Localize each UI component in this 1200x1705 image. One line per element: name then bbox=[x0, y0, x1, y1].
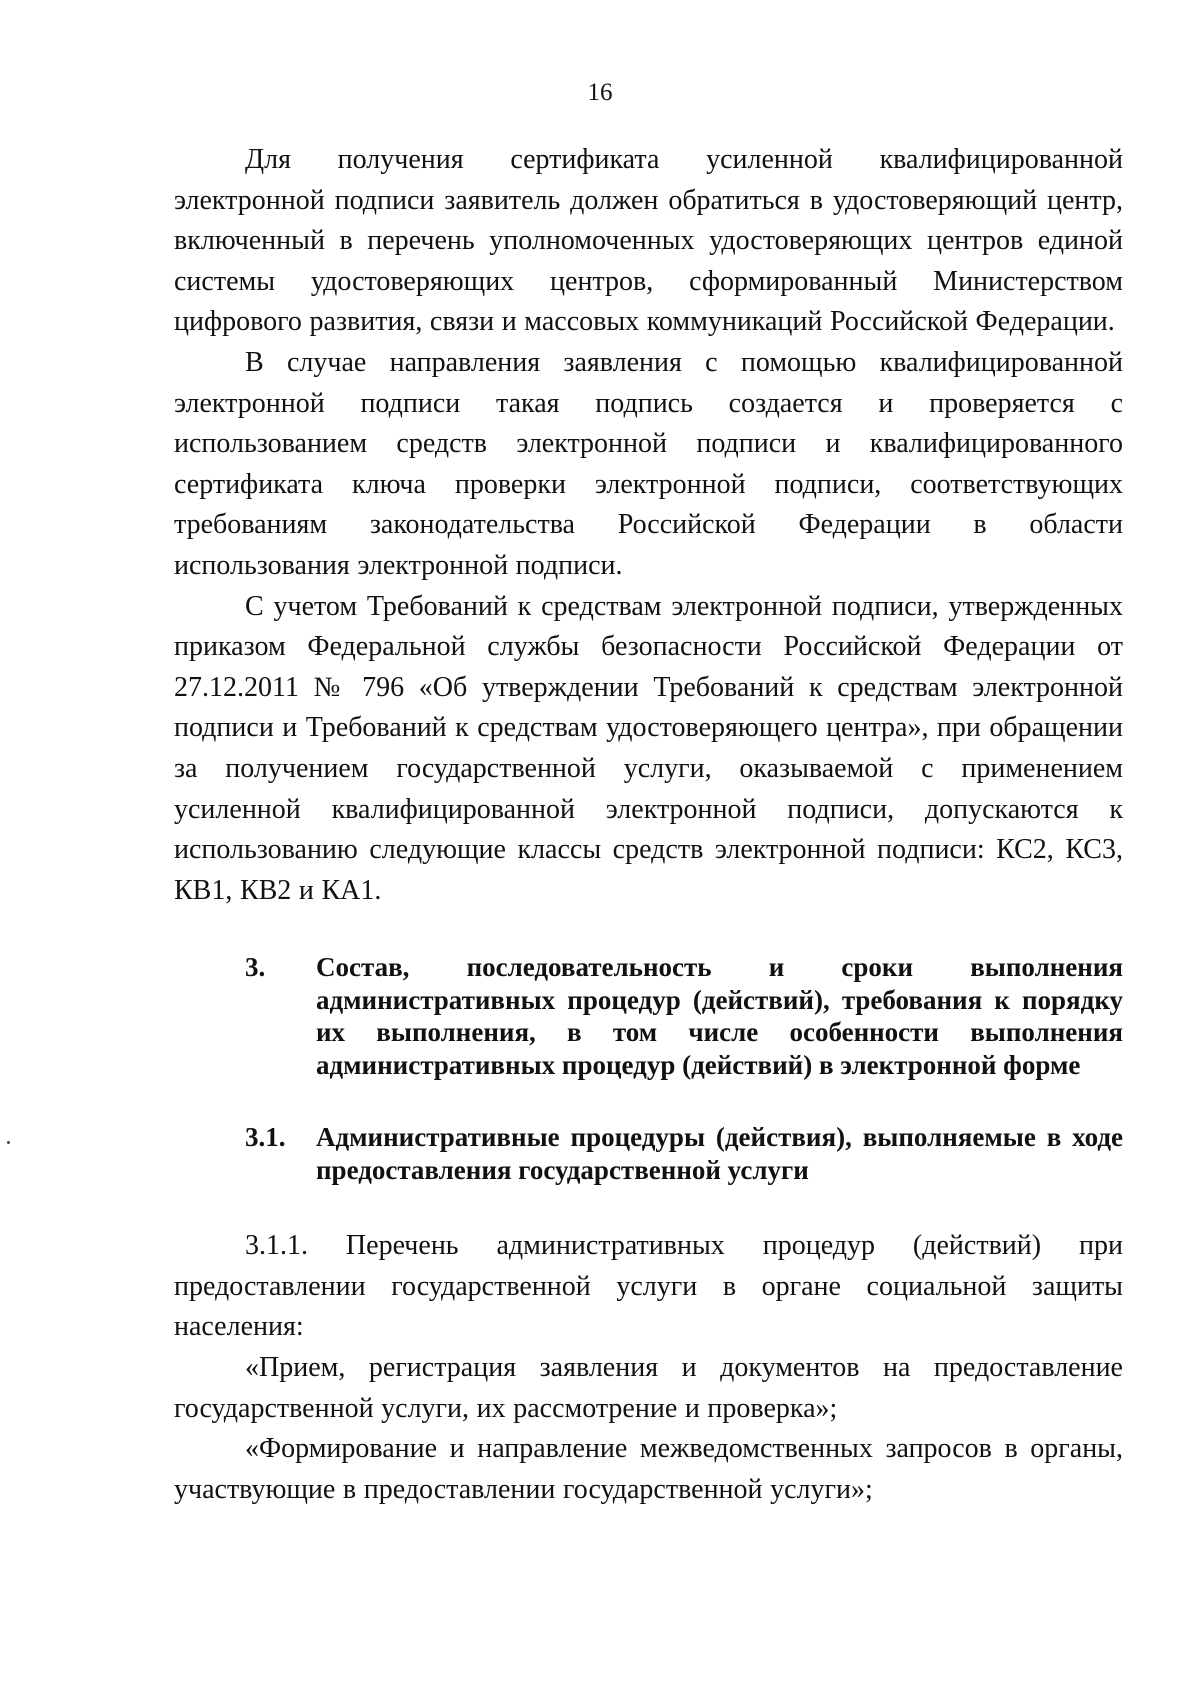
paragraph-signature-classes: С учетом Требований к средствам электронной подписи, утвержденных приказом Федеральной службы безопасности Российской Федерации от 27.12.2011 № 796 «Об утверждении Требований к средствам электронной подписи и Требований к средствам удостоверяющего центра», при обращении за получением государственной услуги, оказываемой с применением усиленной квалифицированной электронной подписи, допускаются к использованию следующие классы средств электронной подписи: КС2, КС3, КВ1, КВ2 и КА1. bbox=[174, 590, 1123, 906]
section-3-number: 3. bbox=[245, 952, 266, 983]
paragraph-interagency-requests: «Формирование и направление межведомственных запросов в органы, участвующие в предоставлении государственной услуги»; bbox=[174, 1433, 1123, 1505]
paragraph-reception: «Прием, регистрация заявления и документов на предоставление государственной услуги, их рассмотрение и проверка»; bbox=[174, 1352, 1123, 1424]
section-3-1-title: Административные процедуры (действия), выполняемые в ходе предоставления государственной услуги bbox=[316, 1122, 1123, 1185]
paragraph-procedures-list: 3.1.1. Перечень административных процедур (действий) при предоставлении государственной услуги в органе социальной защиты населения: bbox=[174, 1230, 1123, 1343]
section-3-1-heading bbox=[174, 1121, 1123, 1186]
page-number: 16 bbox=[587, 79, 613, 106]
section-3-title: Состав, последовательность и сроки выполнения административных процедур (действий), требования к порядку их выполнения, в том числе особенности выполнения административных процедур (действий) в электронной форме bbox=[316, 952, 1123, 1080]
scan-speck bbox=[7, 1141, 10, 1144]
document-body bbox=[174, 140, 1123, 1510]
section-3-heading bbox=[174, 951, 1123, 1081]
section-3-1-number: 3.1. bbox=[245, 1122, 286, 1153]
paragraph-certificate: Для получения сертификата усиленной квалифицированной электронной подписи заявитель должен обратиться в удостоверяющий центр, включенный в перечень уполномоченных удостоверяющих центров единой системы удостоверяющих центров, сформированный Министерством цифрового развития, связи и массовых коммуникаций Российской Федерации. bbox=[174, 144, 1123, 338]
paragraph-qualified-signature: В случае направления заявления с помощью квалифицированной электронной подписи такая подпись создается и проверяется с использованием средств электронной подписи и квалифицированного сертификата ключа проверки электронной подписи, соответствующих требованиям законодательства Российской Федерации в области использования электронной подписи. bbox=[174, 346, 1123, 581]
